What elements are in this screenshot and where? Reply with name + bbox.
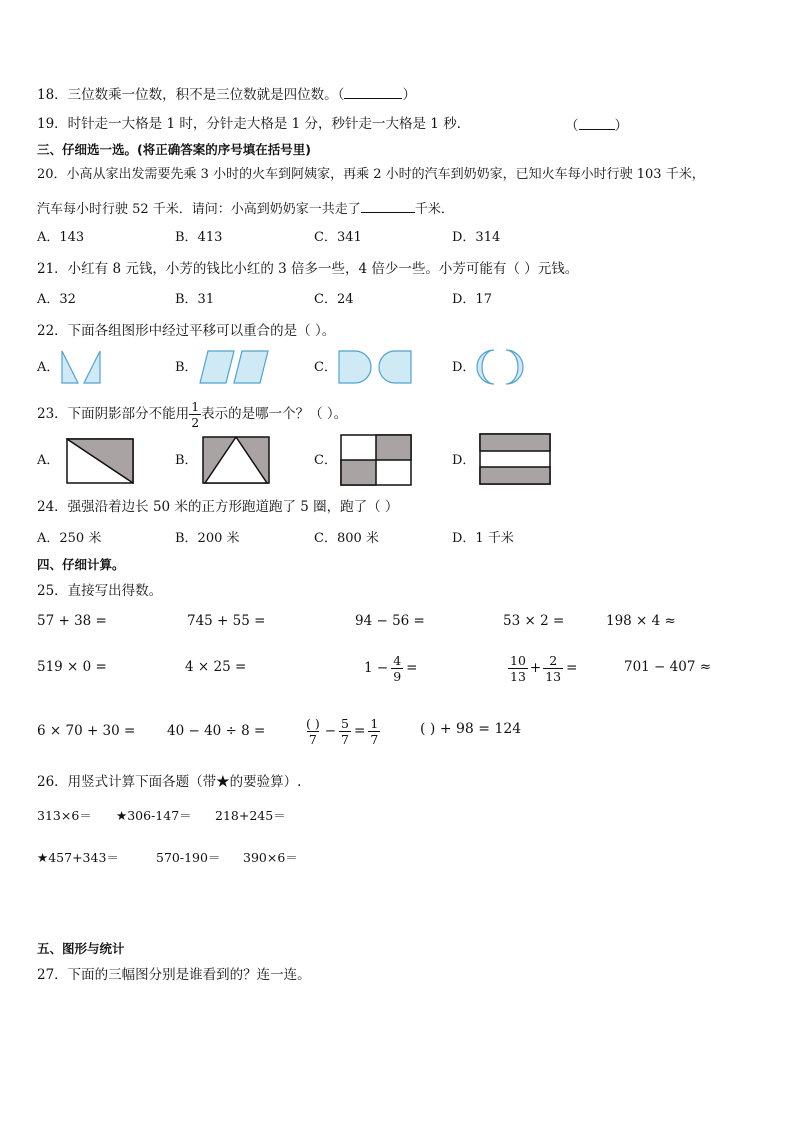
answer-blank[interactable] <box>579 115 615 130</box>
q20-option-a[interactable]: A．143 <box>37 230 85 245</box>
question-24: 24．强强沿着边长 50 米的正方形跑道跑了 5 圈，跑了（ ） <box>37 499 399 515</box>
calc-item-fraction-equation: $\frac{( )}{7}$ − $\frac{5}{7}$ = $\frac{1}{7}$ <box>306 715 379 747</box>
question-18: 18．三位数乘一位数，积不是三位数就是四位数。（ ） <box>37 84 416 104</box>
vertical-calc-item: 570-190＝ <box>156 850 221 865</box>
calc-item: 198 × 4 ≈ <box>606 613 676 629</box>
calc-item: 53 × 2 = <box>503 613 565 629</box>
question-20-line1: 20．小高从家出发需要先乘 3 小时的火车到阿姨家，再乘 2 小时的汽车到奶奶家，已知火车每小时行驶 103 千米， <box>37 167 705 182</box>
q23-figure-c-quadrants <box>340 434 412 486</box>
calc-item: 4 × 25 = <box>185 659 247 675</box>
q23-figure-d-stripes <box>479 433 551 485</box>
question-22: 22．下面各组图形中经过平移可以重合的是（ ）。 <box>37 323 336 339</box>
q21-option-c[interactable]: C．24 <box>314 292 354 307</box>
q23-option-c[interactable]: C． <box>314 453 337 468</box>
q22-figure-c-semicircles <box>337 349 413 385</box>
question-20-line2: 汽车每小时行驶 52 千米．请问：小高到奶奶家一共走了 千米． <box>37 198 454 219</box>
calc-item-blank-equation[interactable]: ( ) + 98 = 124 <box>420 721 522 737</box>
q20-option-d[interactable]: D．314 <box>452 230 501 245</box>
q21-option-d[interactable]: D．17 <box>452 292 492 307</box>
q24-option-c[interactable]: C．800 米 <box>314 531 379 546</box>
q20-option-b[interactable]: B．413 <box>175 230 223 245</box>
question-25: 25．直接写出得数。 <box>37 583 163 599</box>
calc-item: 40 − 40 ÷ 8 = <box>167 723 266 739</box>
calc-item: 701 − 407 ≈ <box>624 659 712 675</box>
vertical-calc-item: 313×6＝ <box>37 808 92 823</box>
question-23: 23．下面阴影部分不能用 $\frac{1}{2}$ 表示的是哪一个？（ ）。 <box>37 398 348 430</box>
q22-option-c[interactable]: C． <box>314 360 337 375</box>
q23-figure-a-diagonal-rect <box>66 438 134 484</box>
q22-figure-b-parallelograms <box>198 349 270 385</box>
calc-item: 745 + 55 = <box>187 613 266 629</box>
answer-blank[interactable] <box>361 198 415 213</box>
vertical-calc-item: ★306-147＝ <box>116 808 192 823</box>
answer-blank[interactable] <box>344 84 402 99</box>
q21-option-b[interactable]: B．31 <box>175 292 215 307</box>
question-26: 26．用竖式计算下面各题（带★的要验算）. <box>37 774 302 790</box>
calc-item-fraction-sum: $\frac{10}{13}$ + $\frac{2}{13}$ = <box>510 652 578 684</box>
calc-item-fraction: 1 − $\frac{4}{9}$ = <box>364 652 418 684</box>
question-21: 21．小红有 8 元钱，小芳的钱比小红的 3 倍多一些，4 倍少一些。小芳可能有（ ）元钱。 <box>37 261 579 277</box>
vertical-calc-item: ★457+343＝ <box>37 850 119 865</box>
section-3-heading: 三、仔细选一选。(将正确答案的序号填在括号里) <box>37 142 311 157</box>
q23-option-b[interactable]: B． <box>175 453 198 468</box>
section-4-heading: 四、仔细计算。 <box>37 557 125 572</box>
q22-figure-d-crescents <box>474 348 526 386</box>
question-19-answer: （ ） <box>565 115 628 135</box>
calc-item: 94 − 56 = <box>355 613 425 629</box>
question-19 <box>37 115 470 133</box>
q24-option-a[interactable]: A．250 米 <box>37 531 102 546</box>
q24-option-d[interactable]: D．1 千米 <box>452 531 514 546</box>
question-19-text: 19．时针走一大格是 1 时，分针走大格是 1 分，秒针走一大格是 1 秒． <box>37 116 471 132</box>
section-5-heading: 五、图形与统计 <box>37 941 125 956</box>
question-27: 27．下面的三幅图分别是谁看到的？连一连。 <box>37 967 311 983</box>
q22-figure-a-triangles <box>58 349 106 385</box>
vertical-calc-item: 390×6＝ <box>243 850 298 865</box>
fraction-one-half: $\frac{1}{2}$ <box>191 398 200 430</box>
q23-option-a[interactable]: A． <box>37 453 60 468</box>
q24-option-b[interactable]: B．200 米 <box>175 531 240 546</box>
q22-option-d[interactable]: D． <box>452 360 476 375</box>
calc-item: 57 + 38 = <box>37 613 107 629</box>
q22-option-b[interactable]: B． <box>175 360 198 375</box>
calc-item: 6 × 70 + 30 = <box>37 723 136 739</box>
q22-option-a[interactable]: A． <box>37 360 60 375</box>
q20-option-c[interactable]: C．341 <box>314 230 362 245</box>
calc-item: 519 × 0 = <box>37 659 107 675</box>
question-18-text: 18．三位数乘一位数，积不是三位数就是四位数。（ <box>37 87 345 103</box>
q23-option-d[interactable]: D． <box>452 453 476 468</box>
vertical-calc-item: 218+245＝ <box>215 808 286 823</box>
q21-option-a[interactable]: A．32 <box>37 292 76 307</box>
q23-figure-b-triangle-rect <box>202 436 270 484</box>
